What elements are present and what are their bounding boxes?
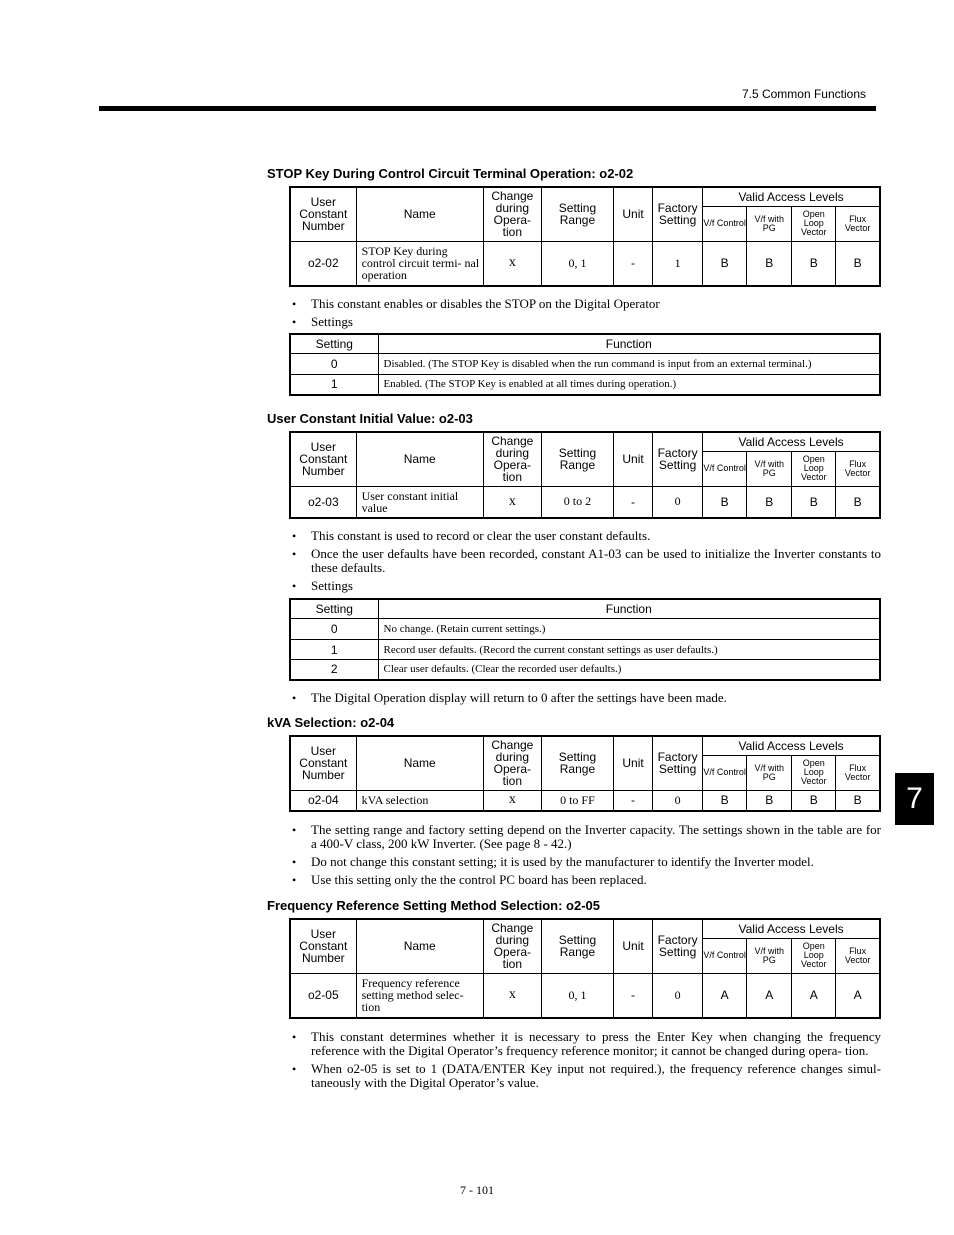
header-unit: Unit xyxy=(614,432,653,486)
header-change-during-operation: Change during Opera- tion xyxy=(483,919,541,973)
cell-range: 0 to 2 xyxy=(541,486,613,518)
header-unit: Unit xyxy=(614,736,653,790)
header-change-during-operation: Change during Opera- tion xyxy=(483,736,541,790)
header-flux-vector: Flux Vector xyxy=(836,451,880,486)
setting-value: 1 xyxy=(290,375,378,395)
header-setting-range: Setting Range xyxy=(541,736,613,790)
header-user-constant-number: User Constant Number xyxy=(290,736,356,790)
header-unit: Unit xyxy=(614,187,653,241)
bullet-item: • Once the user defaults have been recorded, constant A1-03 can be used to initialize the Inverter constants to these defaults. xyxy=(289,547,881,575)
cell-name: Frequency reference setting method selec- tion xyxy=(356,973,483,1018)
header-vf-control: V/f Control xyxy=(703,938,747,973)
bullet-list-o2-04 xyxy=(289,823,881,891)
cell-range: 0 to FF xyxy=(541,790,613,811)
header-change-during-operation: Change during Opera- tion xyxy=(483,187,541,241)
cell-flux: B xyxy=(836,790,880,811)
setting-function: Clear user defaults. (Clear the recorded user defaults.) xyxy=(378,660,880,680)
header-setting: Setting xyxy=(290,334,378,354)
cell-change: x xyxy=(483,486,541,518)
bullet-item: • This constant determines whether it is necessary to press the Enter Key when changing the frequency reference with the Digital Operator’s frequency reference monitor; it cannot be changed during opera- tion. xyxy=(289,1030,881,1058)
cell-unit: - xyxy=(614,486,653,518)
bullet-list-o2-03 xyxy=(289,529,881,597)
header-open-loop-vector: Open Loop Vector xyxy=(792,938,836,973)
bullet-item: • When o2-05 is set to 1 (DATA/ENTER Key input not required.), the frequency reference changes simul- taneously with the Digital Operator’s value. xyxy=(289,1062,881,1090)
header-change-during-operation: Change during Opera- tion xyxy=(483,432,541,486)
cell-range: 0, 1 xyxy=(541,241,613,286)
cell-number: o2-03 xyxy=(290,486,356,518)
header-user-constant-number: User Constant Number xyxy=(290,919,356,973)
header-name: Name xyxy=(356,432,483,486)
cell-vf-pg: B xyxy=(747,790,792,811)
cell-number: o2-02 xyxy=(290,241,356,286)
header-setting-range: Setting Range xyxy=(541,919,613,973)
cell-change: x xyxy=(483,790,541,811)
header-unit: Unit xyxy=(614,919,653,973)
cell-olv: B xyxy=(792,486,836,518)
section-title-o2-02: STOP Key During Control Circuit Terminal Operation: o2-02 xyxy=(267,166,634,181)
bullet-item: • The setting range and factory setting depend on the Inverter capacity. The settings shown in the table are for a 400-V class, 200 kW Inverter. (See page 8 - 42.) xyxy=(289,823,881,851)
setting-value: 0 xyxy=(290,619,378,640)
header-setting: Setting xyxy=(290,599,378,619)
cell-factory: 0 xyxy=(653,790,703,811)
bullet-item: • This constant is used to record or clear the user constant defaults. xyxy=(289,529,881,543)
cell-vf: B xyxy=(703,486,747,518)
settings-table-o2-02 xyxy=(289,333,881,396)
cell-factory: 0 xyxy=(653,973,703,1018)
cell-factory: 1 xyxy=(653,241,703,286)
cell-unit: - xyxy=(614,241,653,286)
header-valid-access-levels: Valid Access Levels xyxy=(703,736,880,755)
header-flux-vector: Flux Vector xyxy=(836,938,880,973)
setting-value: 0 xyxy=(290,354,378,375)
header-setting-range: Setting Range xyxy=(541,432,613,486)
header-vf-control: V/f Control xyxy=(703,451,747,486)
chapter-tab: 7 xyxy=(895,773,934,825)
constant-table-o2-03 xyxy=(289,431,881,519)
setting-function: Record user defaults. (Record the current constant settings as user defaults.) xyxy=(378,640,880,660)
header-vf-with-pg: V/f with PG xyxy=(747,451,792,486)
bullet-list-o2-05 xyxy=(289,1030,881,1094)
bullet-list-o2-03-after xyxy=(289,691,881,709)
bullet-item: • The Digital Operation display will return to 0 after the settings have been made. xyxy=(289,691,881,705)
cell-number: o2-04 xyxy=(290,790,356,811)
cell-olv: B xyxy=(792,241,836,286)
cell-name: User constant initial value xyxy=(356,486,483,518)
cell-name: kVA selection xyxy=(356,790,483,811)
cell-unit: - xyxy=(614,973,653,1018)
header-flux-vector: Flux Vector xyxy=(836,755,880,790)
setting-function: No change. (Retain current settings.) xyxy=(378,619,880,640)
cell-vf-pg: B xyxy=(747,486,792,518)
cell-change: x xyxy=(483,241,541,286)
bullet-item: • This constant enables or disables the STOP on the Digital Operator xyxy=(289,297,881,311)
running-head: 7.5 Common Functions xyxy=(741,87,866,101)
header-function: Function xyxy=(378,599,880,619)
bullet-item: • Settings xyxy=(289,579,881,593)
header-valid-access-levels: Valid Access Levels xyxy=(703,187,880,206)
setting-function: Disabled. (The STOP Key is disabled when the run command is input from an external terminal.) xyxy=(378,354,880,375)
header-function: Function xyxy=(378,334,880,354)
header-setting-range: Setting Range xyxy=(541,187,613,241)
header-flux-vector: Flux Vector xyxy=(836,206,880,241)
header-rule xyxy=(99,106,876,111)
cell-vf: B xyxy=(703,241,747,286)
header-vf-with-pg: V/f with PG xyxy=(747,755,792,790)
header-open-loop-vector: Open Loop Vector xyxy=(792,451,836,486)
header-valid-access-levels: Valid Access Levels xyxy=(703,919,880,938)
cell-factory: 0 xyxy=(653,486,703,518)
cell-unit: - xyxy=(614,790,653,811)
header-vf-control: V/f Control xyxy=(703,755,747,790)
section-title-o2-03: User Constant Initial Value: o2-03 xyxy=(267,411,473,426)
bullet-list-o2-02 xyxy=(289,297,881,333)
cell-vf-pg: B xyxy=(747,241,792,286)
cell-number: o2-05 xyxy=(290,973,356,1018)
header-factory-setting: Factory Setting xyxy=(653,187,703,241)
cell-range: 0, 1 xyxy=(541,973,613,1018)
constant-table-o2-05 xyxy=(289,918,881,1019)
header-factory-setting: Factory Setting xyxy=(653,432,703,486)
cell-vf: B xyxy=(703,790,747,811)
header-factory-setting: Factory Setting xyxy=(653,736,703,790)
header-vf-control: V/f Control xyxy=(703,206,747,241)
header-name: Name xyxy=(356,187,483,241)
header-vf-with-pg: V/f with PG xyxy=(747,206,792,241)
cell-vf-pg: A xyxy=(747,973,792,1018)
constant-table-o2-02 xyxy=(289,186,881,287)
header-vf-with-pg: V/f with PG xyxy=(747,938,792,973)
header-name: Name xyxy=(356,736,483,790)
cell-flux: B xyxy=(836,241,880,286)
cell-change: x xyxy=(483,973,541,1018)
header-valid-access-levels: Valid Access Levels xyxy=(703,432,880,451)
constant-table-o2-04 xyxy=(289,735,881,812)
cell-olv: A xyxy=(792,973,836,1018)
header-open-loop-vector: Open Loop Vector xyxy=(792,206,836,241)
header-user-constant-number: User Constant Number xyxy=(290,432,356,486)
page-number: 7 - 101 xyxy=(460,1183,494,1197)
header-open-loop-vector: Open Loop Vector xyxy=(792,755,836,790)
bullet-item: • Do not change this constant setting; it is used by the manufacturer to identify the Inverter model. xyxy=(289,855,881,869)
section-title-o2-04: kVA Selection: o2-04 xyxy=(267,715,395,730)
cell-name: STOP Key during control circuit termi- nal operation xyxy=(356,241,483,286)
section-title-o2-05: Frequency Reference Setting Method Selection: o2-05 xyxy=(267,898,601,913)
cell-flux: A xyxy=(836,973,880,1018)
bullet-item: • Use this setting only the the control PC board has been replaced. xyxy=(289,873,881,887)
settings-table-o2-03 xyxy=(289,598,881,681)
setting-value: 1 xyxy=(290,640,378,660)
cell-flux: B xyxy=(836,486,880,518)
header-name: Name xyxy=(356,919,483,973)
setting-function: Enabled. (The STOP Key is enabled at all times during operation.) xyxy=(378,375,880,395)
header-factory-setting: Factory Setting xyxy=(653,919,703,973)
setting-value: 2 xyxy=(290,660,378,680)
cell-vf: A xyxy=(703,973,747,1018)
header-user-constant-number: User Constant Number xyxy=(290,187,356,241)
cell-olv: B xyxy=(792,790,836,811)
bullet-item: • Settings xyxy=(289,315,881,329)
